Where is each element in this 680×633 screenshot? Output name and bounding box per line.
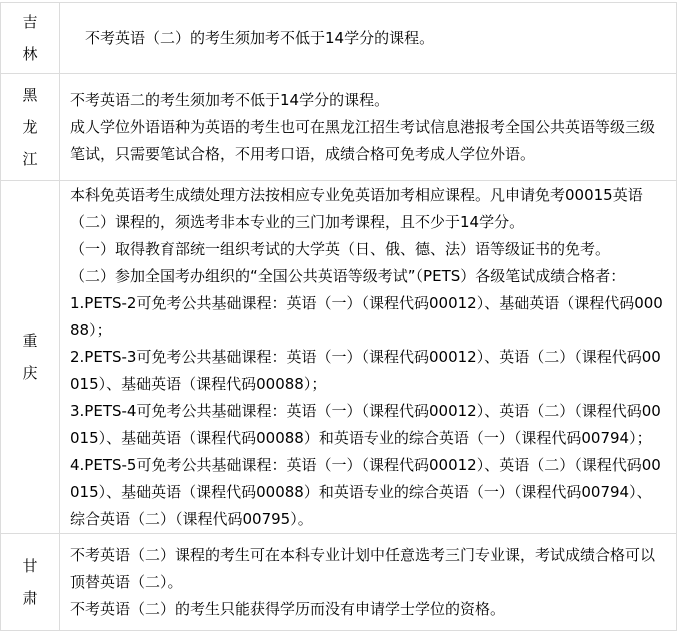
policy-cell: [60, 3, 677, 74]
table-row-heilongjiang: [1, 74, 677, 181]
policy-cell: [60, 534, 677, 631]
table-body: [1, 3, 677, 631]
policy-paragraph: 不考英语（二）的考生须加考不低于14学分的课程。: [70, 28, 435, 47]
policy-paragraph: 1.PETS-2可免考公共基础课程：英语（一）（课程代码00012）、基础英语（课程代码00088）；: [70, 293, 663, 339]
province-cell: [1, 3, 60, 74]
province-name: 黑龙江: [22, 86, 38, 168]
province-policy-table: [0, 2, 677, 631]
table-row-gansu: [1, 534, 677, 631]
policy-cell: [60, 74, 677, 181]
table-row-jilin: [1, 3, 677, 74]
policy-paragraph: 不考英语二的考生须加考不低于14学分的课程。: [70, 90, 390, 109]
province-name: 甘肃: [22, 557, 38, 607]
province-cell: [1, 181, 60, 534]
province-name: 吉林: [22, 13, 38, 63]
policy-paragraph: （一）取得教育部统一组织考试的大学英（日、俄、德、法）语等级证书的免考。: [70, 239, 611, 258]
policy-paragraph: 不考英语（二）的考生只能获得学历而没有申请学士学位的资格。: [70, 599, 506, 618]
policy-paragraph: 3.PETS-4可免考公共基础课程：英语（一）（课程代码00012）、英语（二）（课程代码00015）、基础英语（课程代码00088）和英语专业的综合英语（一）（课程代码00794）；: [70, 401, 661, 447]
province-cell: [1, 74, 60, 181]
policy-paragraph: 本科免英语考生成绩处理方法按相应专业免英语加考相应课程。凡申请免考00015英语（二）课程的，须选考非本专业的三门加考课程，且不少于14学分。: [70, 185, 643, 231]
policy-paragraph: 4.PETS-5可免考公共基础课程：英语（一）（课程代码00012）、英语（二）（课程代码00015）、基础英语（课程代码00088）和英语专业的综合英语（一）（课程代码00794）、综合英语（二）（课程代码00795）。: [70, 455, 661, 528]
policy-paragraph: 成人学位外语语种为英语的考生也可在黑龙江招生考试信息港报考全国公共英语等级三级笔试，只需要笔试合格，不用考口语，成绩合格可免考成人学位外语。: [70, 117, 656, 163]
policy-paragraph: （二）参加全国考办组织的“全国公共英语等级考试”（PETS）各级笔试成绩合格者：: [70, 266, 626, 285]
policy-cell: [60, 181, 677, 534]
policy-paragraph: 不考英语（二）课程的考生可在本科专业计划中任意选考三门专业课，考试成绩合格可以顶替英语（二）。: [70, 545, 656, 591]
province-cell: [1, 534, 60, 631]
province-name: 重庆: [22, 332, 38, 382]
policy-paragraph: 2.PETS-3可免考公共基础课程：英语（一）（课程代码00012）、英语（二）（课程代码00015）、基础英语（课程代码00088）；: [70, 347, 661, 393]
table-row-chongqing: [1, 181, 677, 534]
